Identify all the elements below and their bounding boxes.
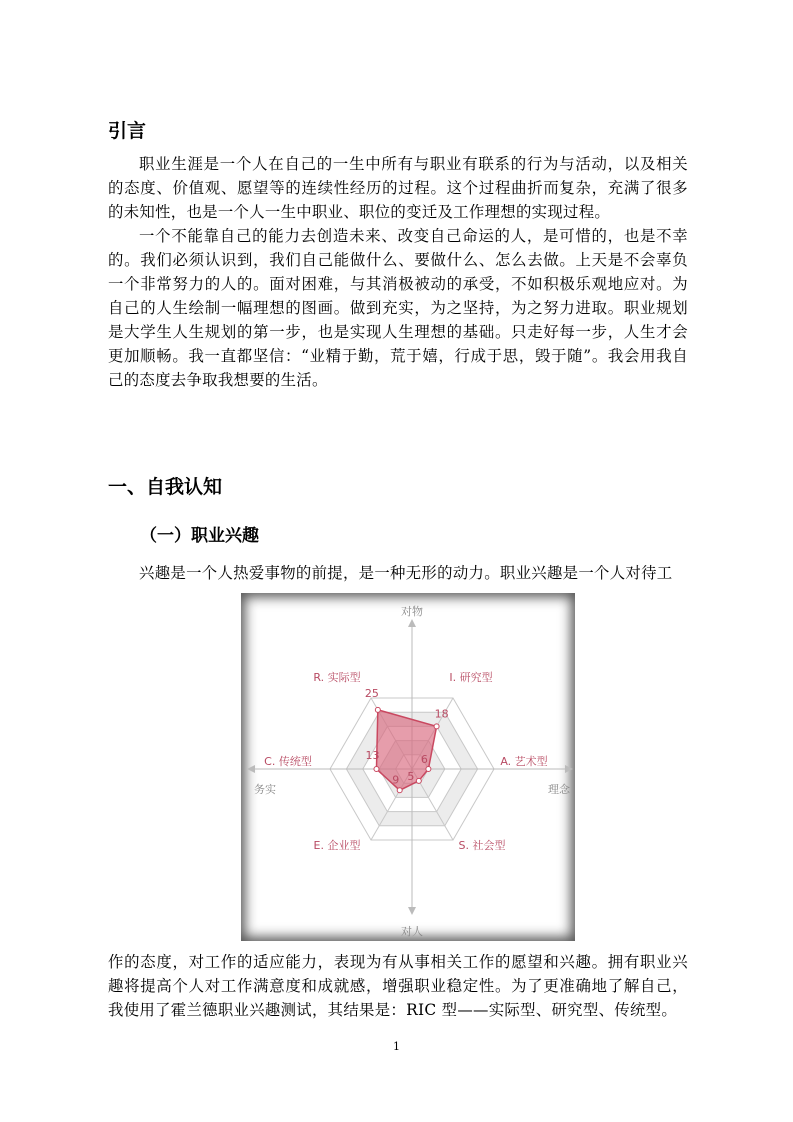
data-label: 9 — [392, 773, 400, 787]
data-point — [426, 767, 431, 772]
interest-paragraph-end — [108, 950, 688, 1022]
page-number: 1 — [393, 1040, 400, 1053]
section-heading: 一、自我认知 — [108, 476, 223, 498]
paragraph-text: 兴趣是一个人热爱事物的前提，是一种无形的动力。职业兴趣是一个人对待工 — [139, 564, 673, 582]
category-label: C. 传统型 — [264, 755, 312, 768]
data-label: 6 — [420, 753, 428, 766]
arrow-down-icon — [408, 907, 416, 915]
category-label: R. 实际型 — [313, 671, 361, 684]
category-label: A. 艺术型 — [500, 755, 548, 768]
intro-paragraph-1: 职业生涯是一个人在自己的一生中所有与职业有联系的行为与活动，以及相关的态度、价值观、愿望等的连续性经历的过程。这个过程曲折而复杂，充满了很多的未知性，也是一个人一生中职业、职位的变迁及工作理想的实现过程。 — [108, 155, 688, 221]
radar-svg — [241, 593, 575, 941]
axis-label-top: 对物 — [401, 605, 423, 618]
category-label: S. 社会型 — [458, 839, 506, 852]
data-point — [374, 767, 379, 772]
category-label: E. 企业型 — [313, 839, 361, 852]
arrow-up-icon — [408, 619, 416, 627]
subsection-heading: （一）职业兴趣 — [140, 526, 259, 546]
paragraph-text: 作的态度，对工作的适应能力，表现为有从事相关工作的愿望和兴趣。拥有职业兴趣将提高个人对工作满意度和成就感，增强职业稳定性。为了更准确地了解自己，我使用了霍兰德职业兴趣测试，其结果是：RIC 型——实际型、研究型、传统型。 — [108, 953, 688, 1019]
data-point — [434, 724, 439, 729]
axis-label-left: 务实 — [254, 783, 276, 796]
intro-paragraph-2: 一个不能靠自己的能力去创造未来、改变自己命运的人，是可惜的，也是不幸的。我们必须认识到，我们自己能做什么、要做什么、怎么去做。上天是不会辜负一个非常努力的人的。面对困难，与其消极被动的承受，不如积极乐观地应对。为自己的人生绘制一幅理想的图画。做到充实，为之坚持，为之努力进取。职业规划是大学生人生规划的第一步，也是实现人生理想的基础。只走好每一步，人生才会更加顺畅。我一直都坚信：“业精于勤，荒于嬉，行成于思，毁于随”。我会用我自己的态度去争取我想要的生活。 — [108, 227, 688, 389]
interest-paragraph-start — [108, 561, 688, 585]
category-label: I. 研究型 — [449, 671, 493, 684]
arrow-left-icon — [247, 765, 255, 773]
axis-label-bottom: 对人 — [401, 925, 423, 938]
data-label: 5 — [407, 769, 415, 783]
data-point — [397, 788, 402, 793]
data-point — [375, 707, 380, 712]
intro-heading: 引言 — [108, 120, 147, 142]
holland-radar-chart — [241, 593, 575, 941]
data-label: 25 — [364, 686, 379, 700]
data-point — [416, 778, 421, 783]
axis-label-right: 理念 — [548, 783, 570, 796]
data-label: 18 — [434, 707, 449, 721]
arrow-right-icon — [565, 765, 573, 773]
intro-body — [108, 152, 688, 392]
data-label: 13 — [365, 749, 380, 762]
